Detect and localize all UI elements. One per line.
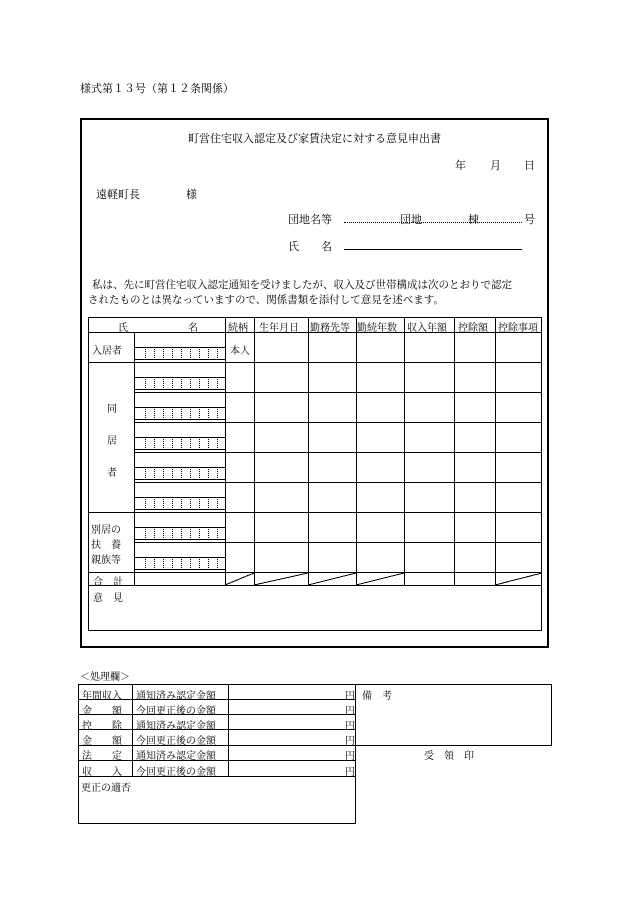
row-dokyo-1: 同 [107,404,117,415]
th-birth: 生年月日 [259,323,299,334]
danchi-label: 団地名等 [288,213,332,226]
shori-cat-1: 年間収入 [82,691,122,702]
addressee-honorific: 様 [186,188,197,201]
shori-cat-4: 金 額 [82,736,122,747]
danchi-unit: 団地 [400,213,422,226]
shori-kosei: 更正の適否 [81,783,131,794]
household-table [88,317,543,633]
shori-unit-1: 円 [345,691,355,702]
shori-desc-5: 通知済み認定金額 [136,751,216,762]
shori-juryoin: 受 領 印 [424,751,474,762]
shori-cat-6: 収 入 [82,767,122,778]
shori-unit-3: 円 [345,721,355,732]
th-work: 勤務先等 [310,323,350,334]
row-opinion: 意 見 [93,593,123,604]
shori-unit-5: 円 [345,751,355,762]
row-total: 合 計 [93,577,123,588]
row-dokyo-2: 居 [107,436,117,447]
shori-unit-6: 円 [345,767,355,778]
shori-cat-3: 控 除 [82,721,122,732]
form-title: 町営住宅収入認定及び家賃決定に対する意見申出書 [188,132,441,145]
date-day: 日 [524,159,535,172]
shori-biko: 備 考 [362,691,392,702]
go-unit: 号 [524,213,535,226]
statement [88,278,544,308]
statement-line-2: されたものとは異なっていますので、関係書類を添付して意見を述べます。 [88,294,444,306]
th-relation: 続柄 [228,323,248,334]
shori-desc-4: 今回更正後の金額 [136,736,216,747]
shori-unit-4: 円 [345,736,355,747]
shori-unit-2: 円 [345,706,355,717]
shori-cat-5: 法 定 [82,751,122,762]
danchi-input-line[interactable] [344,222,522,223]
shori-cat-2: 金 額 [82,706,122,717]
shori-desc-2: 今回更正後の金額 [136,706,216,717]
name-label: 氏 名 [288,240,332,253]
th-deduct-item: 控除事項 [498,323,538,334]
to-unit: 棟 [468,213,479,226]
row-nyukyo: 入居者 [92,346,122,357]
row-bekkyo-3: 親族等 [91,555,121,566]
addressee-mayor: 遠軽町長 [96,188,140,201]
shori-desc-1: 通知済み認定金額 [136,691,216,702]
shori-desc-3: 通知済み認定金額 [136,721,216,732]
th-name-right: 名 [188,323,198,334]
row-bekkyo-1: 別居の [91,525,121,536]
shori-desc-6: 今回更正後の金額 [136,767,216,778]
statement-line-1: 私は、先に町営住宅収入認定通知を受けましたが、収入及び世帯構成は次のとおりで認定 [92,279,512,291]
row-bekkyo-2: 扶 養 [91,540,121,551]
relation-honnin: 本人 [230,346,250,357]
name-input-line[interactable] [344,249,522,250]
form-number: 様式第１３号（第１２条関係） [80,82,234,95]
th-name-left: 氏 [118,323,128,334]
th-deduct-amount: 控除額 [458,323,488,334]
date-year: 年 [455,159,466,172]
shori-label: ＜処理欄＞ [80,672,130,683]
row-dokyo-3: 者 [107,468,117,479]
th-income: 収入年額 [407,323,447,334]
th-years: 勤続年数 [357,323,397,334]
date-month: 月 [490,159,501,172]
